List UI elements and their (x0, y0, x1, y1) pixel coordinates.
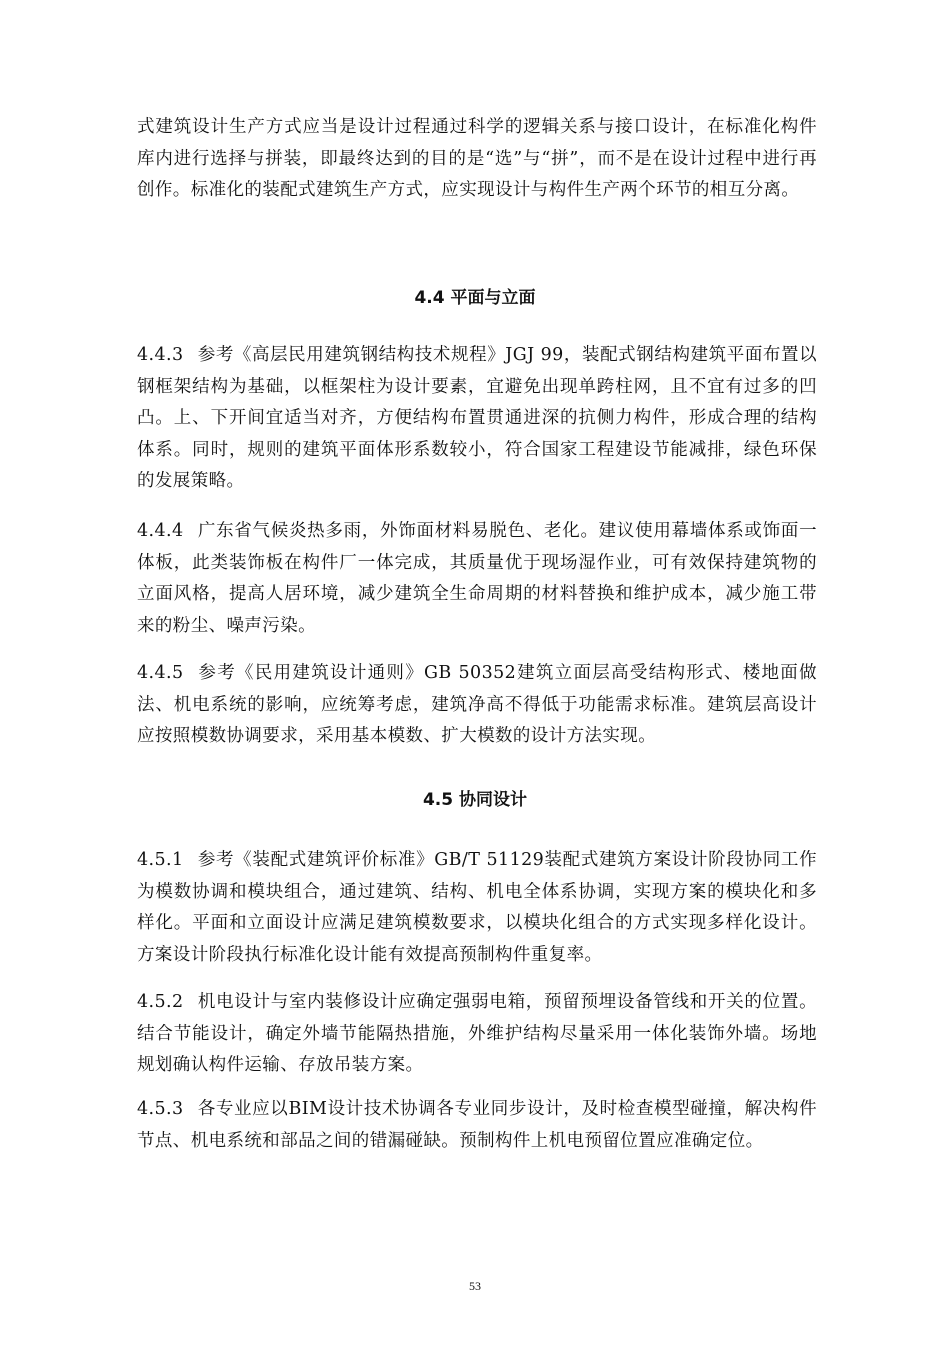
clause-4-4-5 (137, 658, 817, 753)
clause-4-5-2 (137, 987, 817, 1082)
clause-number: 4.5.1 (137, 850, 184, 870)
clause-text: 参考《装配式建筑评价标准》GB/T 51129装配式建筑方案设计阶段协同工作为模数协调和模块组合，通过建筑、结构、机电全体系协调，实现方案的模块化和多样化。平面和立面设计应满足建筑模数要求，以模块化组合的方式实现多样化设计。方案设计阶段执行标准化设计能有效提高预制构件重复率。 (137, 850, 817, 965)
clause-text: 各专业应以BIM设计技术协调各专业同步设计，及时检查模型碰撞，解决构件节点、机电系统和部品之间的错漏碰缺。预制构件上机电预留位置应准确定位。 (137, 1099, 817, 1151)
page-number: 53 (469, 1279, 481, 1293)
section-heading-4-4: 4.4 平面与立面 (414, 288, 536, 308)
clause-4-4-3 (137, 340, 817, 498)
clause-text: 机电设计与室内装修设计应确定强弱电箱，预留预埋设备管线和开关的位置。结合节能设计，确定外墙节能隔热措施，外维护结构尽量采用一体化装饰外墙。场地规划确认构件运输、存放吊装方案。 (137, 992, 817, 1075)
clause-number: 4.4.5 (137, 663, 184, 683)
clause-text: 参考《民用建筑设计通则》GB 50352建筑立面层高受结构形式、楼地面做法、机电系统的影响，应统筹考虑，建筑净高不得低于功能需求标准。建筑层高设计应按照模数协调要求，采用基本模数、扩大模数的设计方法实现。 (137, 663, 817, 746)
clause-number: 4.5.3 (137, 1099, 184, 1119)
clause-number: 4.4.4 (137, 521, 184, 541)
clause-number: 4.4.3 (137, 345, 184, 365)
clause-text: 广东省气候炎热多雨，外饰面材料易脱色、老化。建议使用幕墙体系或饰面一体板，此类装饰板在构件厂一体完成，其质量优于现场湿作业，可有效保持建筑物的立面风格，提高人居环境，减少建筑全生命周期的材料替换和维护成本，减少施工带来的粉尘、噪声污染。 (137, 521, 817, 636)
clause-text: 参考《高层民用建筑钢结构技术规程》JGJ 99，装配式钢结构建筑平面布置以钢框架结构为基础，以框架柱为设计要素，宜避免出现单跨柱网，且不宜有过多的凹凸。上、下开间宜适当对齐，方便结构布置贯通进深的抗侧力构件，形成合理的结构体系。同时，规则的建筑平面体形系数较小，符合国家工程建设节能减排，绿色环保的发展策略。 (137, 345, 817, 491)
intro-paragraph: 式建筑设计生产方式应当是设计过程通过科学的逻辑关系与接口设计，在标准化构件库内进行选择与拼装，即最终达到的目的是“选”与“拼”，而不是在设计过程中进行再创作。标准化的装配式建筑生产方式，应实现设计与构件生产两个环节的相互分离。 (137, 117, 817, 200)
clause-4-5-3 (137, 1094, 817, 1157)
section-heading-4-5: 4.5 协同设计 (422, 790, 528, 810)
clause-4-5-1 (137, 845, 817, 971)
clause-4-4-4 (137, 516, 817, 642)
clause-number: 4.5.2 (137, 992, 184, 1012)
